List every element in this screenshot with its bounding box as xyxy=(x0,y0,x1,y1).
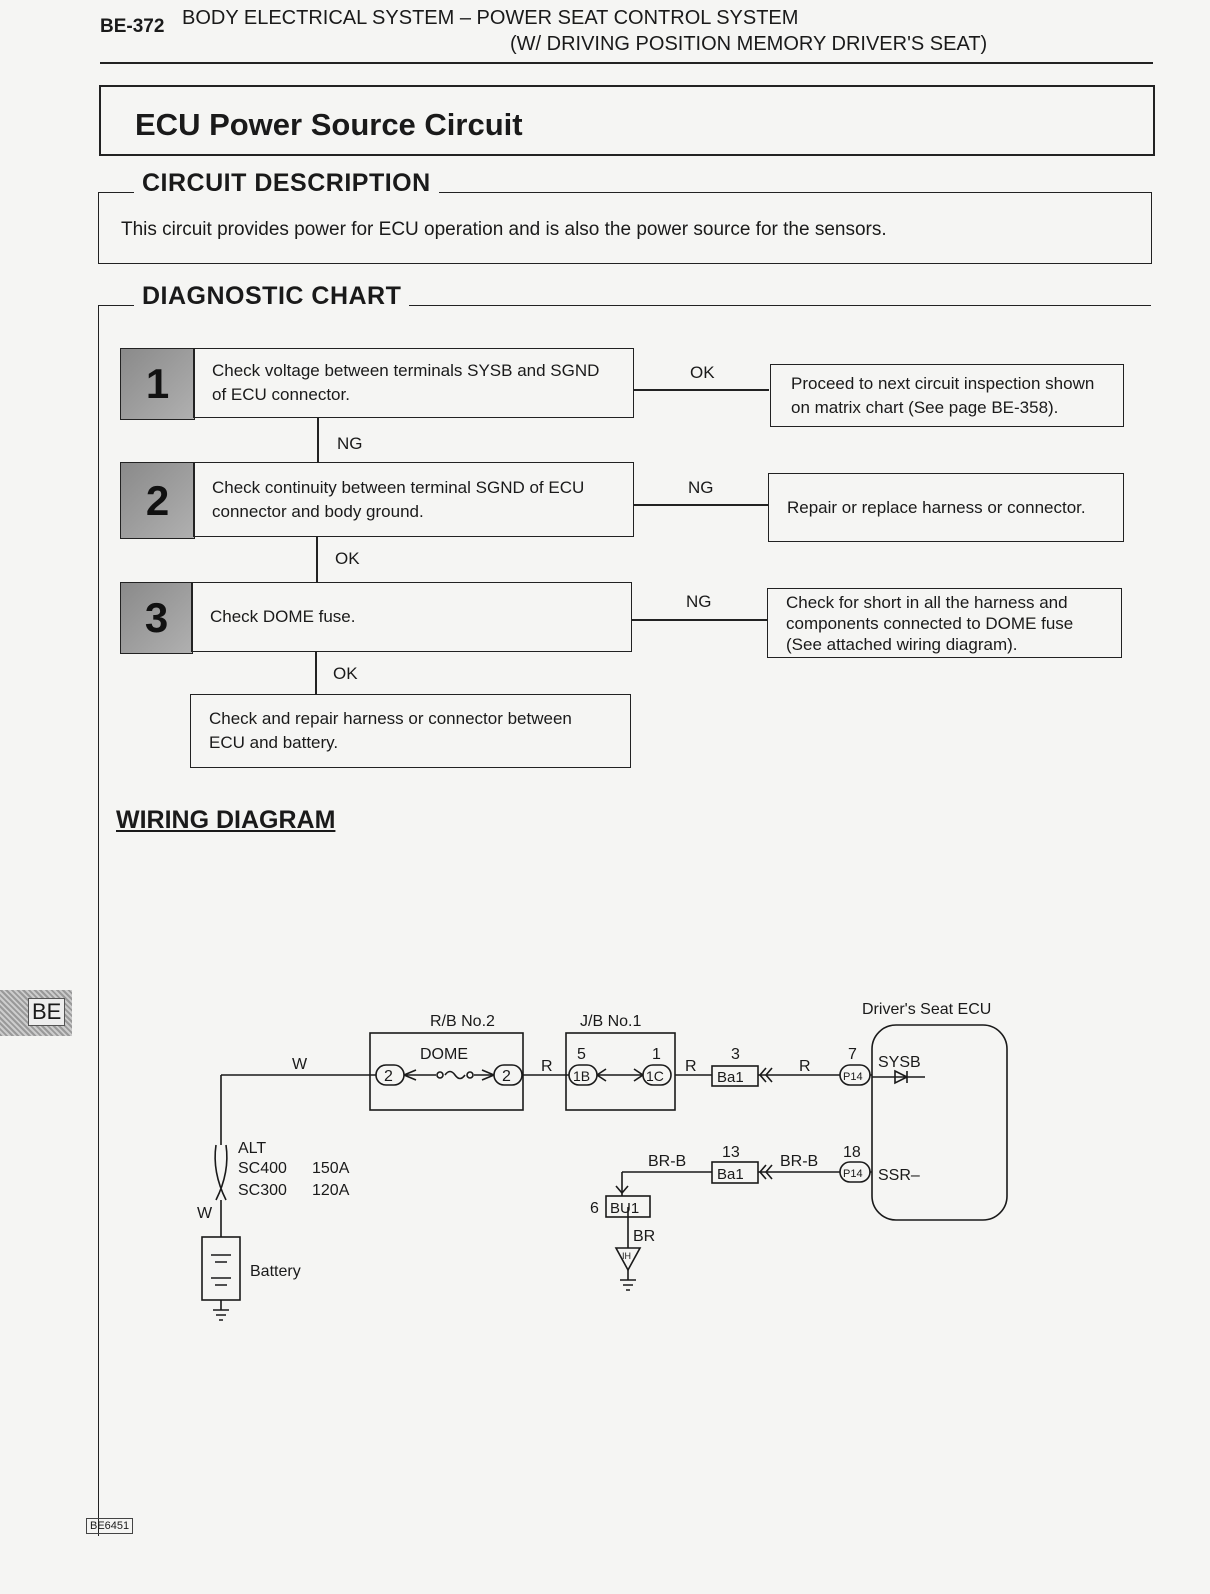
wire-brb-left: BR-B xyxy=(648,1153,687,1170)
step-2-number: 2 xyxy=(120,462,195,539)
jb-left-num: 5 xyxy=(577,1046,586,1063)
side-tab xyxy=(0,990,72,1036)
step-3-ok-label: OK xyxy=(333,664,358,683)
jb-label: J/B No.1 xyxy=(580,1013,642,1030)
diode-icon xyxy=(872,1071,925,1083)
ba1-bottom-label: Ba1 xyxy=(717,1166,744,1183)
diagnostic-chart-heading: DIAGNOSTIC CHART xyxy=(134,282,409,311)
battery-label: Battery xyxy=(250,1263,301,1280)
step-3-box: Check DOME fuse. xyxy=(191,582,632,652)
circuit-description-heading: CIRCUIT DESCRIPTION xyxy=(134,169,439,198)
wire-r-2: R xyxy=(685,1058,697,1075)
step-1-ng-label: NG xyxy=(337,434,363,453)
ba1-top-label: Ba1 xyxy=(717,1069,744,1086)
bu1-label: BU1 xyxy=(610,1200,640,1217)
step-2-box: Check continuity between terminal SGND of ECU connector and body ground. xyxy=(193,462,634,537)
ground-icon xyxy=(620,1280,636,1290)
step-3-number: 3 xyxy=(120,582,193,654)
ssr-label: SSR– xyxy=(878,1167,920,1184)
step-1-number: 1 xyxy=(120,348,195,420)
wiring-diagram-heading: WIRING DIAGRAM xyxy=(116,806,336,834)
step-2-ok-label: OK xyxy=(335,549,360,568)
wire-bottom xyxy=(622,1172,872,1280)
jb-pin-1b-label: 1B xyxy=(573,1068,591,1084)
jb-right-num: 1 xyxy=(652,1046,661,1063)
header-subtitle: (W/ DRIVING POSITION MEMORY DRIVER'S SEAT) xyxy=(510,33,988,55)
step-1-box: Check voltage between terminals SYSB and SGND of ECU connector. xyxy=(193,348,634,418)
jb-pin-1c-label: 1C xyxy=(646,1068,664,1084)
page-number: BE-372 xyxy=(100,16,165,37)
rb-label: R/B No.2 xyxy=(430,1013,495,1030)
battery-box xyxy=(202,1237,240,1300)
figure-code: BE6451 xyxy=(86,1518,133,1534)
side-tab-label: BE xyxy=(28,998,65,1026)
p14-top-label: P14 xyxy=(843,1071,863,1083)
dome-label: DOME xyxy=(420,1046,468,1063)
bu1-pin: 6 xyxy=(590,1200,599,1217)
wire-r-1: R xyxy=(541,1058,553,1075)
step-2-ng-label: NG xyxy=(688,478,714,497)
step-1-result: Proceed to next circuit inspection shown on matrix chart (See page BE-358). xyxy=(770,364,1124,427)
fuse-sc300: SC300 xyxy=(238,1182,287,1199)
final-step-box: Check and repair harness or connector between ECU and battery. xyxy=(190,694,631,768)
fusible-link-icon xyxy=(215,1145,227,1200)
fuse-alt: ALT xyxy=(238,1140,267,1157)
fuse-sc400: SC400 xyxy=(238,1160,287,1177)
step-1-ok-label: OK xyxy=(690,363,715,382)
step-3-result: Check for short in all the harness and components connected to DOME fuse (See attached wiring diagram). xyxy=(767,588,1122,658)
header-title: BODY ELECTRICAL SYSTEM – POWER SEAT CONTROL SYSTEM xyxy=(182,7,799,29)
ground-icon-battery xyxy=(213,1310,229,1320)
p14-top-pin: 7 xyxy=(848,1046,857,1063)
section-title: ECU Power Source Circuit xyxy=(135,107,523,142)
circuit-description-text: This circuit provides power for ECU operation and is also the power source for the sensors. xyxy=(121,219,887,240)
ba1-top-pin: 3 xyxy=(731,1046,740,1063)
wire-r-3: R xyxy=(799,1058,811,1075)
sysb-label: SYSB xyxy=(878,1054,921,1071)
ground-label: IH xyxy=(622,1251,631,1261)
p14-bottom-pin: 18 xyxy=(843,1144,861,1161)
rb-pin-left-label: 2 xyxy=(384,1068,393,1085)
fuse-sc300-amp: 120A xyxy=(312,1182,350,1199)
step-2-result: Repair or replace harness or connector. xyxy=(768,473,1124,542)
wire-brb-right: BR-B xyxy=(780,1153,819,1170)
wire-w-left: W xyxy=(197,1205,213,1222)
jb-connector-arrows xyxy=(597,1069,643,1081)
rb-pin-right-label: 2 xyxy=(502,1068,511,1085)
battery-icon xyxy=(211,1255,231,1285)
fuse-sc400-amp: 150A xyxy=(312,1160,350,1177)
wire-br: BR xyxy=(633,1228,656,1245)
step-3-ng-label: NG xyxy=(686,592,712,611)
wire-w-top: W xyxy=(292,1056,308,1073)
ecu-label: Driver's Seat ECU xyxy=(862,1001,992,1018)
p14-bottom-label: P14 xyxy=(843,1168,863,1180)
ba1-bottom-pin: 13 xyxy=(722,1144,740,1161)
